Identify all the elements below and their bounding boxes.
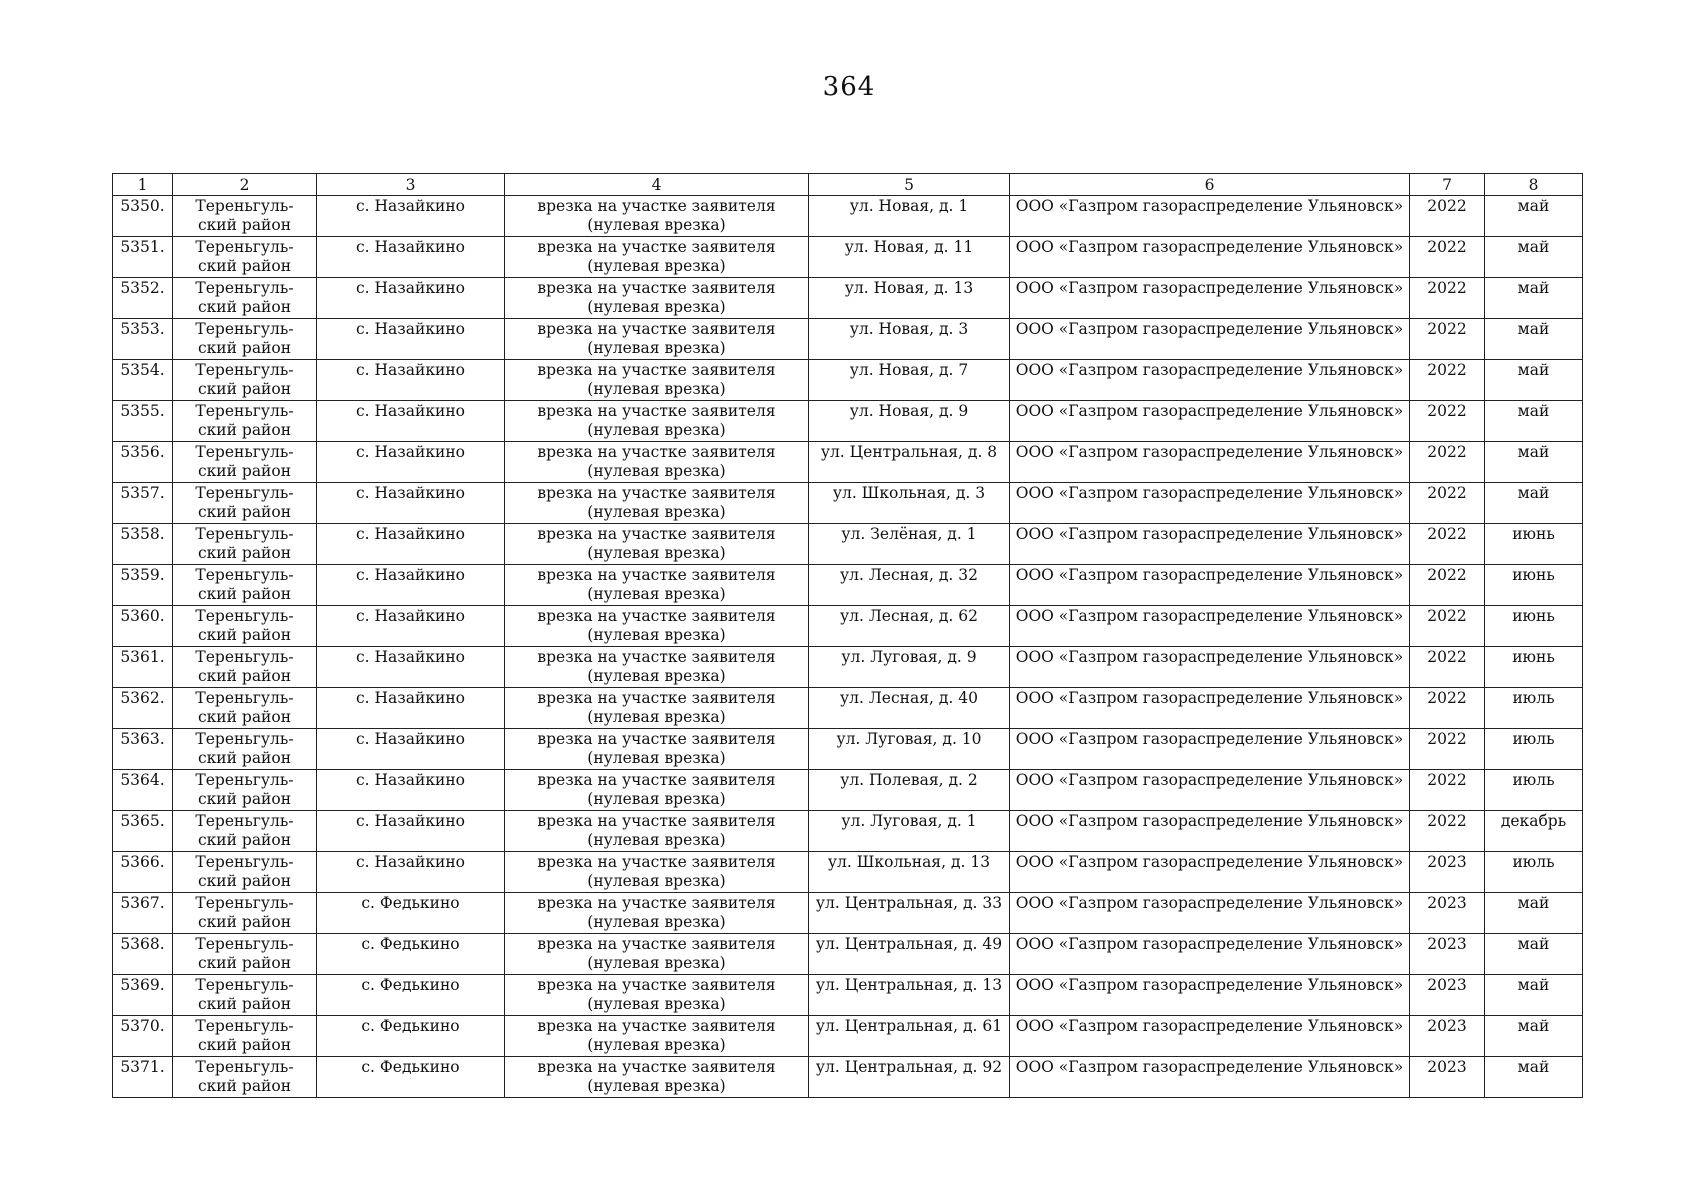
month-cell: июль	[1485, 852, 1583, 893]
settlement-cell: с. Назайкино	[317, 565, 505, 606]
month-cell: декабрь	[1485, 811, 1583, 852]
work-type-cell	[505, 770, 809, 811]
month-cell: май	[1485, 1057, 1583, 1098]
organization-cell: ООО «Газпром газораспределение Ульяновск»	[1010, 524, 1410, 565]
row-number: 5363.	[113, 729, 173, 770]
month-cell: май	[1485, 893, 1583, 934]
district-cell-line: Тереньгуль-	[195, 1017, 294, 1035]
settlement-cell: с. Назайкино	[317, 442, 505, 483]
month-cell: июнь	[1485, 565, 1583, 606]
work-type-cell-line: (нулевая врезка)	[587, 667, 726, 685]
year-cell: 2022	[1410, 647, 1485, 688]
address-cell: ул. Школьная, д. 13	[809, 852, 1010, 893]
district-cell-line: ский район	[197, 667, 292, 685]
work-type-cell	[505, 893, 809, 934]
year-cell: 2022	[1410, 811, 1485, 852]
address-cell: ул. Центральная, д. 33	[809, 893, 1010, 934]
month-cell: май	[1485, 483, 1583, 524]
work-type-cell-line: врезка на участке заявителя	[537, 853, 776, 871]
settlement-cell: с. Назайкино	[317, 278, 505, 319]
address-cell: ул. Центральная, д. 61	[809, 1016, 1010, 1057]
work-type-cell-line: врезка на участке заявителя	[537, 279, 776, 297]
settlement-cell: с. Назайкино	[317, 811, 505, 852]
district-cell-line: ский район	[197, 298, 292, 316]
organization-cell: ООО «Газпром газораспределение Ульяновск»	[1010, 770, 1410, 811]
organization-cell: ООО «Газпром газораспределение Ульяновск»	[1010, 852, 1410, 893]
organization-cell: ООО «Газпром газораспределение Ульяновск»	[1010, 278, 1410, 319]
district-cell	[173, 524, 317, 565]
work-type-cell	[505, 729, 809, 770]
work-type-cell	[505, 524, 809, 565]
column-header-3: 3	[317, 174, 505, 196]
table-row	[113, 647, 1583, 688]
row-number: 5371.	[113, 1057, 173, 1098]
work-type-cell	[505, 647, 809, 688]
organization-cell: ООО «Газпром газораспределение Ульяновск»	[1010, 729, 1410, 770]
organization-cell: ООО «Газпром газораспределение Ульяновск»	[1010, 483, 1410, 524]
month-cell: май	[1485, 196, 1583, 237]
district-cell	[173, 442, 317, 483]
organization-cell: ООО «Газпром газораспределение Ульяновск»	[1010, 442, 1410, 483]
district-cell-line: Тереньгуль-	[195, 935, 294, 953]
month-cell: май	[1485, 401, 1583, 442]
work-type-cell	[505, 442, 809, 483]
work-type-cell	[505, 606, 809, 647]
district-cell-line: Тереньгуль-	[195, 320, 294, 338]
month-cell: май	[1485, 278, 1583, 319]
month-cell: июнь	[1485, 647, 1583, 688]
work-type-cell-line: (нулевая врезка)	[587, 954, 726, 972]
district-cell-line: Тереньгуль-	[195, 1058, 294, 1076]
row-number: 5354.	[113, 360, 173, 401]
row-number: 5355.	[113, 401, 173, 442]
district-cell	[173, 401, 317, 442]
work-type-cell-line: врезка на участке заявителя	[537, 1058, 776, 1076]
work-type-cell-line: (нулевая врезка)	[587, 831, 726, 849]
work-type-cell-line: (нулевая врезка)	[587, 749, 726, 767]
district-cell-line: ский район	[197, 462, 292, 480]
work-type-cell	[505, 196, 809, 237]
district-cell-line: ский район	[197, 421, 292, 439]
work-type-cell-line: (нулевая врезка)	[587, 585, 726, 603]
year-cell: 2023	[1410, 852, 1485, 893]
district-cell	[173, 1016, 317, 1057]
address-cell: ул. Центральная, д. 13	[809, 975, 1010, 1016]
district-cell	[173, 811, 317, 852]
table-row	[113, 893, 1583, 934]
organization-cell: ООО «Газпром газораспределение Ульяновск»	[1010, 1057, 1410, 1098]
work-type-cell	[505, 401, 809, 442]
district-cell	[173, 237, 317, 278]
column-header-8: 8	[1485, 174, 1583, 196]
district-cell-line: Тереньгуль-	[195, 689, 294, 707]
district-cell-line: Тереньгуль-	[195, 525, 294, 543]
table-row	[113, 811, 1583, 852]
table-row	[113, 688, 1583, 729]
settlement-cell: с. Федькино	[317, 1016, 505, 1057]
work-type-cell	[505, 237, 809, 278]
table-row	[113, 934, 1583, 975]
year-cell: 2022	[1410, 319, 1485, 360]
district-cell-line: ский район	[197, 913, 292, 931]
work-type-cell	[505, 852, 809, 893]
year-cell: 2023	[1410, 893, 1485, 934]
organization-cell: ООО «Газпром газораспределение Ульяновск»	[1010, 360, 1410, 401]
row-number: 5369.	[113, 975, 173, 1016]
month-cell: май	[1485, 1016, 1583, 1057]
district-cell	[173, 565, 317, 606]
organization-cell: ООО «Газпром газораспределение Ульяновск»	[1010, 975, 1410, 1016]
row-number: 5361.	[113, 647, 173, 688]
work-type-cell	[505, 1016, 809, 1057]
data-table	[112, 173, 1583, 1098]
work-type-cell-line: врезка на участке заявителя	[537, 1017, 776, 1035]
address-cell: ул. Центральная, д. 92	[809, 1057, 1010, 1098]
district-cell-line: ский район	[197, 626, 292, 644]
row-number: 5357.	[113, 483, 173, 524]
row-number: 5359.	[113, 565, 173, 606]
district-cell-line: ский район	[197, 708, 292, 726]
page-number: 364	[822, 72, 876, 102]
district-cell-line: ский район	[197, 1036, 292, 1054]
row-number: 5366.	[113, 852, 173, 893]
year-cell: 2022	[1410, 401, 1485, 442]
work-type-cell-line: (нулевая врезка)	[587, 298, 726, 316]
district-cell-line: Тереньгуль-	[195, 607, 294, 625]
month-cell: июль	[1485, 729, 1583, 770]
work-type-cell-line: врезка на участке заявителя	[537, 525, 776, 543]
address-cell: ул. Центральная, д. 8	[809, 442, 1010, 483]
column-header-6: 6	[1010, 174, 1410, 196]
address-cell: ул. Центральная, д. 49	[809, 934, 1010, 975]
month-cell: май	[1485, 237, 1583, 278]
district-cell-line: Тереньгуль-	[195, 402, 294, 420]
work-type-cell-line: (нулевая врезка)	[587, 257, 726, 275]
table-row	[113, 770, 1583, 811]
year-cell: 2022	[1410, 483, 1485, 524]
district-cell	[173, 1057, 317, 1098]
settlement-cell: с. Назайкино	[317, 729, 505, 770]
table-row	[113, 565, 1583, 606]
work-type-cell	[505, 483, 809, 524]
district-cell-line: Тереньгуль-	[195, 197, 294, 215]
address-cell: ул. Новая, д. 13	[809, 278, 1010, 319]
settlement-cell: с. Назайкино	[317, 688, 505, 729]
district-cell	[173, 770, 317, 811]
district-cell-line: ский район	[197, 216, 292, 234]
settlement-cell: с. Назайкино	[317, 196, 505, 237]
work-type-cell	[505, 688, 809, 729]
month-cell: июль	[1485, 688, 1583, 729]
work-type-cell-line: врезка на участке заявителя	[537, 443, 776, 461]
work-type-cell-line: врезка на участке заявителя	[537, 361, 776, 379]
address-cell: ул. Зелёная, д. 1	[809, 524, 1010, 565]
organization-cell: ООО «Газпром газораспределение Ульяновск»	[1010, 647, 1410, 688]
organization-cell: ООО «Газпром газораспределение Ульяновск»	[1010, 237, 1410, 278]
settlement-cell: с. Федькино	[317, 934, 505, 975]
year-cell: 2022	[1410, 688, 1485, 729]
row-number: 5356.	[113, 442, 173, 483]
table-header	[113, 174, 1583, 196]
work-type-cell-line: (нулевая врезка)	[587, 462, 726, 480]
work-type-cell-line: (нулевая врезка)	[587, 421, 726, 439]
row-number: 5350.	[113, 196, 173, 237]
work-type-cell-line: врезка на участке заявителя	[537, 976, 776, 994]
work-type-cell-line: (нулевая врезка)	[587, 216, 726, 234]
work-type-cell-line: (нулевая врезка)	[587, 995, 726, 1013]
table-row	[113, 360, 1583, 401]
month-cell: июнь	[1485, 524, 1583, 565]
work-type-cell-line: врезка на участке заявителя	[537, 607, 776, 625]
table-body	[113, 196, 1583, 1098]
year-cell: 2023	[1410, 1057, 1485, 1098]
year-cell: 2022	[1410, 237, 1485, 278]
work-type-cell-line: врезка на участке заявителя	[537, 894, 776, 912]
district-cell-line: ский район	[197, 380, 292, 398]
settlement-cell: с. Федькино	[317, 975, 505, 1016]
settlement-cell: с. Назайкино	[317, 319, 505, 360]
district-cell-line: Тереньгуль-	[195, 648, 294, 666]
table-row	[113, 1057, 1583, 1098]
district-cell-line: Тереньгуль-	[195, 279, 294, 297]
work-type-cell-line: врезка на участке заявителя	[537, 566, 776, 584]
month-cell: май	[1485, 975, 1583, 1016]
work-type-cell-line: (нулевая врезка)	[587, 380, 726, 398]
work-type-cell	[505, 934, 809, 975]
address-cell: ул. Луговая, д. 9	[809, 647, 1010, 688]
organization-cell: ООО «Газпром газораспределение Ульяновск»	[1010, 1016, 1410, 1057]
organization-cell: ООО «Газпром газораспределение Ульяновск»	[1010, 196, 1410, 237]
year-cell: 2022	[1410, 278, 1485, 319]
district-cell-line: ский район	[197, 585, 292, 603]
work-type-cell-line: врезка на участке заявителя	[537, 197, 776, 215]
district-cell	[173, 606, 317, 647]
work-type-cell-line: (нулевая врезка)	[587, 626, 726, 644]
district-cell-line: Тереньгуль-	[195, 484, 294, 502]
year-cell: 2022	[1410, 565, 1485, 606]
organization-cell: ООО «Газпром газораспределение Ульяновск»	[1010, 565, 1410, 606]
year-cell: 2022	[1410, 524, 1485, 565]
work-type-cell	[505, 565, 809, 606]
address-cell: ул. Новая, д. 9	[809, 401, 1010, 442]
row-number: 5367.	[113, 893, 173, 934]
column-header-4: 4	[505, 174, 809, 196]
organization-cell: ООО «Газпром газораспределение Ульяновск»	[1010, 319, 1410, 360]
settlement-cell: с. Назайкино	[317, 524, 505, 565]
district-cell-line: ский район	[197, 257, 292, 275]
row-number: 5351.	[113, 237, 173, 278]
district-cell	[173, 196, 317, 237]
work-type-cell	[505, 360, 809, 401]
year-cell: 2023	[1410, 934, 1485, 975]
district-cell-line: ский район	[197, 954, 292, 972]
address-cell: ул. Лесная, д. 62	[809, 606, 1010, 647]
settlement-cell: с. Федькино	[317, 1057, 505, 1098]
work-type-cell-line: врезка на участке заявителя	[537, 484, 776, 502]
district-cell	[173, 729, 317, 770]
table-row	[113, 483, 1583, 524]
settlement-cell: с. Назайкино	[317, 606, 505, 647]
work-type-cell-line: (нулевая врезка)	[587, 913, 726, 931]
district-cell-line: Тереньгуль-	[195, 853, 294, 871]
district-cell-line: ский район	[197, 790, 292, 808]
row-number: 5368.	[113, 934, 173, 975]
row-number: 5360.	[113, 606, 173, 647]
district-cell	[173, 647, 317, 688]
district-cell-line: Тереньгуль-	[195, 361, 294, 379]
work-type-cell-line: (нулевая врезка)	[587, 1036, 726, 1054]
organization-cell: ООО «Газпром газораспределение Ульяновск»	[1010, 811, 1410, 852]
address-cell: ул. Новая, д. 3	[809, 319, 1010, 360]
table-row	[113, 278, 1583, 319]
address-cell: ул. Школьная, д. 3	[809, 483, 1010, 524]
district-cell	[173, 278, 317, 319]
month-cell: июнь	[1485, 606, 1583, 647]
work-type-cell-line: (нулевая врезка)	[587, 339, 726, 357]
district-cell-line: Тереньгуль-	[195, 894, 294, 912]
work-type-cell-line: врезка на участке заявителя	[537, 935, 776, 953]
organization-cell: ООО «Газпром газораспределение Ульяновск»	[1010, 893, 1410, 934]
work-type-cell-line: врезка на участке заявителя	[537, 402, 776, 420]
address-cell: ул. Луговая, д. 10	[809, 729, 1010, 770]
address-cell: ул. Новая, д. 11	[809, 237, 1010, 278]
table-row	[113, 729, 1583, 770]
settlement-cell: с. Федькино	[317, 893, 505, 934]
year-cell: 2022	[1410, 606, 1485, 647]
table-row	[113, 975, 1583, 1016]
year-cell: 2022	[1410, 196, 1485, 237]
column-header-5: 5	[809, 174, 1010, 196]
address-cell: ул. Луговая, д. 1	[809, 811, 1010, 852]
district-cell	[173, 934, 317, 975]
row-number: 5353.	[113, 319, 173, 360]
row-number: 5370.	[113, 1016, 173, 1057]
district-cell-line: ский район	[197, 831, 292, 849]
year-cell: 2022	[1410, 729, 1485, 770]
work-type-cell	[505, 811, 809, 852]
work-type-cell-line: (нулевая врезка)	[587, 544, 726, 562]
month-cell: май	[1485, 442, 1583, 483]
district-cell	[173, 893, 317, 934]
district-cell-line: ский район	[197, 995, 292, 1013]
settlement-cell: с. Назайкино	[317, 647, 505, 688]
settlement-cell: с. Назайкино	[317, 483, 505, 524]
row-number: 5365.	[113, 811, 173, 852]
district-cell-line: Тереньгуль-	[195, 730, 294, 748]
column-header-2: 2	[173, 174, 317, 196]
work-type-cell-line: (нулевая врезка)	[587, 1077, 726, 1095]
work-type-cell-line: (нулевая врезка)	[587, 708, 726, 726]
month-cell: май	[1485, 934, 1583, 975]
settlement-cell: с. Назайкино	[317, 401, 505, 442]
organization-cell: ООО «Газпром газораспределение Ульяновск»	[1010, 606, 1410, 647]
district-cell-line: Тереньгуль-	[195, 443, 294, 461]
organization-cell: ООО «Газпром газораспределение Ульяновск»	[1010, 688, 1410, 729]
row-number: 5358.	[113, 524, 173, 565]
district-cell	[173, 975, 317, 1016]
month-cell: июль	[1485, 770, 1583, 811]
address-cell: ул. Новая, д. 7	[809, 360, 1010, 401]
work-type-cell	[505, 278, 809, 319]
table-row	[113, 401, 1583, 442]
work-type-cell-line: (нулевая врезка)	[587, 872, 726, 890]
work-type-cell-line: врезка на участке заявителя	[537, 238, 776, 256]
district-cell-line: ский район	[197, 544, 292, 562]
organization-cell: ООО «Газпром газораспределение Ульяновск»	[1010, 934, 1410, 975]
address-cell: ул. Полевая, д. 2	[809, 770, 1010, 811]
work-type-cell-line: врезка на участке заявителя	[537, 730, 776, 748]
year-cell: 2022	[1410, 360, 1485, 401]
table-row	[113, 319, 1583, 360]
address-cell: ул. Лесная, д. 40	[809, 688, 1010, 729]
header-row	[113, 174, 1583, 196]
table-row	[113, 606, 1583, 647]
address-cell: ул. Лесная, д. 32	[809, 565, 1010, 606]
year-cell: 2023	[1410, 975, 1485, 1016]
settlement-cell: с. Назайкино	[317, 770, 505, 811]
month-cell: май	[1485, 319, 1583, 360]
work-type-cell	[505, 975, 809, 1016]
table-row	[113, 237, 1583, 278]
table-row	[113, 852, 1583, 893]
work-type-cell-line: (нулевая врезка)	[587, 503, 726, 521]
district-cell	[173, 852, 317, 893]
settlement-cell: с. Назайкино	[317, 852, 505, 893]
work-type-cell	[505, 1057, 809, 1098]
district-cell	[173, 360, 317, 401]
column-header-7: 7	[1410, 174, 1485, 196]
district-cell-line: Тереньгуль-	[195, 238, 294, 256]
district-cell-line: Тереньгуль-	[195, 566, 294, 584]
address-cell: ул. Новая, д. 1	[809, 196, 1010, 237]
row-number: 5364.	[113, 770, 173, 811]
settlement-cell: с. Назайкино	[317, 360, 505, 401]
organization-cell: ООО «Газпром газораспределение Ульяновск»	[1010, 401, 1410, 442]
work-type-cell-line: врезка на участке заявителя	[537, 812, 776, 830]
month-cell: май	[1485, 360, 1583, 401]
work-type-cell-line: (нулевая врезка)	[587, 790, 726, 808]
year-cell: 2023	[1410, 1016, 1485, 1057]
year-cell: 2022	[1410, 442, 1485, 483]
table-row	[113, 524, 1583, 565]
district-cell-line: Тереньгуль-	[195, 771, 294, 789]
work-type-cell-line: врезка на участке заявителя	[537, 648, 776, 666]
district-cell	[173, 483, 317, 524]
column-header-1: 1	[113, 174, 173, 196]
district-cell	[173, 319, 317, 360]
district-cell	[173, 688, 317, 729]
settlement-cell: с. Назайкино	[317, 237, 505, 278]
table-row	[113, 196, 1583, 237]
district-cell-line: ский район	[197, 872, 292, 890]
work-type-cell-line: врезка на участке заявителя	[537, 689, 776, 707]
district-cell-line: ский район	[197, 503, 292, 521]
district-cell-line: Тереньгуль-	[195, 812, 294, 830]
year-cell: 2022	[1410, 770, 1485, 811]
work-type-cell-line: врезка на участке заявителя	[537, 771, 776, 789]
table-row	[113, 1016, 1583, 1057]
row-number: 5362.	[113, 688, 173, 729]
district-cell-line: ский район	[197, 339, 292, 357]
work-type-cell-line: врезка на участке заявителя	[537, 320, 776, 338]
row-number: 5352.	[113, 278, 173, 319]
work-type-cell	[505, 319, 809, 360]
district-cell-line: ский район	[197, 1077, 292, 1095]
district-cell-line: Тереньгуль-	[195, 976, 294, 994]
district-cell-line: ский район	[197, 749, 292, 767]
table-row	[113, 442, 1583, 483]
